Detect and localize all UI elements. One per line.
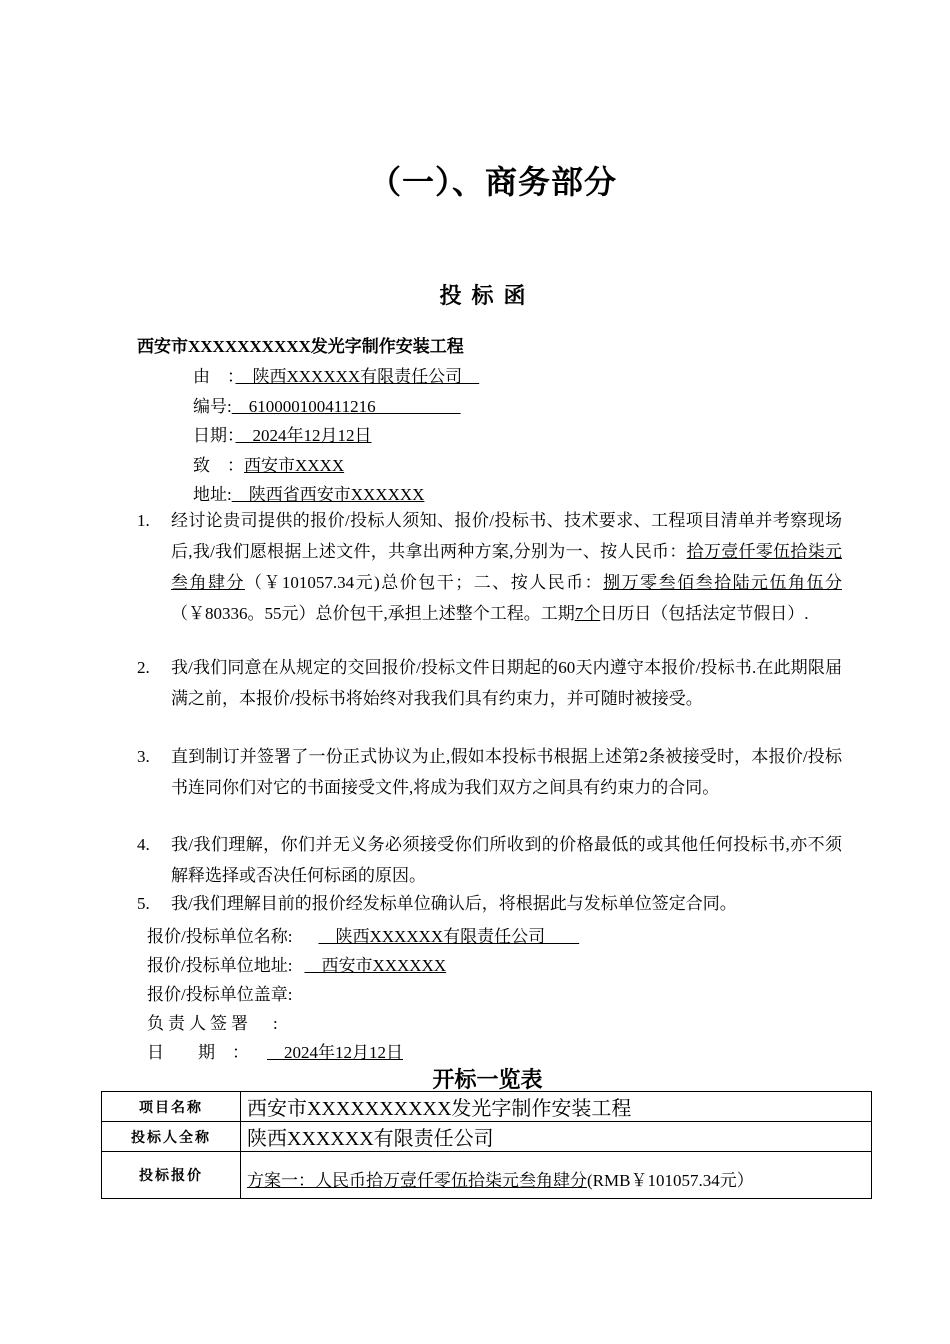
row-value: 西安市XXXXXXXXXX发光字制作安装工程 [241, 1092, 872, 1122]
price-option-1: 拾万壹仟零伍拾柒元叁角肆分 [171, 542, 842, 592]
to-line [193, 451, 344, 476]
table-row [102, 1092, 872, 1122]
row-label: 投标报价 [102, 1152, 241, 1199]
from-value: 陕西XXXXXX有限责任公司 [235, 367, 480, 386]
address-value: 陕西省西安市XXXXXX [231, 485, 425, 504]
row-label: 项目名称 [102, 1092, 241, 1122]
clause-number: 5. [137, 894, 150, 913]
date-label: 日期： [193, 426, 236, 445]
clause-number: 4. [137, 835, 150, 854]
clause-5 [137, 888, 842, 919]
to-label: 致 ： [193, 456, 244, 475]
sign-date-value: 2024年12月12日 [267, 1043, 403, 1062]
table-row [102, 1122, 872, 1152]
overview-title: 开标一览表 [432, 1067, 543, 1092]
sign-date-label: 日 期 ： [147, 1043, 249, 1062]
from-label: 由 ： [193, 367, 236, 386]
address-label: 地址: [193, 485, 232, 504]
number-line [193, 392, 461, 417]
seal-label: 报价/投标单位盖章: [147, 985, 293, 1004]
clause-number: 2. [137, 658, 150, 677]
section-title: （一）、商务部分 [368, 164, 617, 200]
table-row [102, 1152, 872, 1199]
price-option-2: 捌万零叁佰叁拾陆元伍角伍分 [603, 573, 843, 592]
from-line [193, 362, 479, 387]
clause-number: 1. [137, 511, 150, 530]
signature-label: 负责人签署 : [147, 1014, 282, 1033]
clause-text: 经讨论贵司提供的报价/投标人须知、报价/投标书、技术要求、工程项目清单并考察现场后,我/我们愿根据上述文件，共拿出两种方案,分别为一、按人民币：拾万壹仟零伍拾柒元叁角肆分（￥101057.34元)总价包干；二、按人民币：捌万零叁佰叁拾陆元伍角伍分（￥80336。55元）总价包干,承担上述整个工程。工期7个日历日（包括法定节假日）. [171, 511, 843, 623]
bidder-name-line [147, 922, 579, 947]
letter-title: 投标函 [439, 283, 536, 308]
clause-2 [137, 652, 842, 714]
clause-text: 我/我们理解目前的报价经发标单位确认后，将根据此与发标单位签定合同。 [171, 894, 737, 913]
bid-price-option: 方案一：人民币拾万壹仟零伍拾柒元叁角肆分 [247, 1170, 587, 1190]
clause-text: 直到制订并签署了一份正式协议为止,假如本投标书根据上述第2条被接受时，本报价/投标书连同你们对它的书面接受文件,将成为我们双方之间具有约束力的合同。 [171, 747, 842, 797]
clause-text: 我/我们理解，你们并无义务必须接受你们所收到的价格最低的或其他任何投标书,亦不须解释选择或否决任何标函的原因。 [171, 835, 842, 885]
bidder-address-value: 西安市XXXXXX [304, 956, 447, 975]
project-name: 西安市XXXXXXXXXX发光字制作安装工程 [137, 337, 464, 356]
clause-1 [137, 505, 842, 629]
number-label: 编号: [193, 397, 232, 416]
date-value: 2024年12月12日 [235, 426, 372, 445]
clause-text: 我/我们同意在从规定的交回报价/投标文件日期起的60天内遵守本报价/投标书.在此期限届满之前，本报价/投标书将始终对我我们具有约束力，并可随时被接受。 [171, 658, 842, 708]
bid-price-amount: (RMB￥101057.34元） [587, 1170, 754, 1190]
bidder-name-label: 报价/投标单位名称: [147, 927, 293, 946]
sign-date-line [147, 1038, 403, 1063]
bidder-address-line [147, 951, 446, 976]
bidder-name-value: 陕西XXXXXX有限责任公司 [318, 927, 580, 946]
row-value: 陕西XXXXXX有限责任公司 [241, 1122, 872, 1152]
bidder-address-label: 报价/投标单位地址: [147, 956, 293, 975]
number-value: 610000100411216 [231, 397, 461, 416]
clause-3 [137, 741, 842, 803]
clause-number: 3. [137, 747, 150, 766]
row-value [241, 1152, 872, 1199]
duration-value: 7个 [574, 604, 601, 623]
date-line [193, 421, 372, 446]
clause-4 [137, 829, 842, 891]
to-value: 西安市XXXX [244, 456, 345, 475]
overview-table [101, 1091, 872, 1199]
address-line [193, 480, 424, 505]
row-label: 投标人全称 [102, 1122, 241, 1152]
